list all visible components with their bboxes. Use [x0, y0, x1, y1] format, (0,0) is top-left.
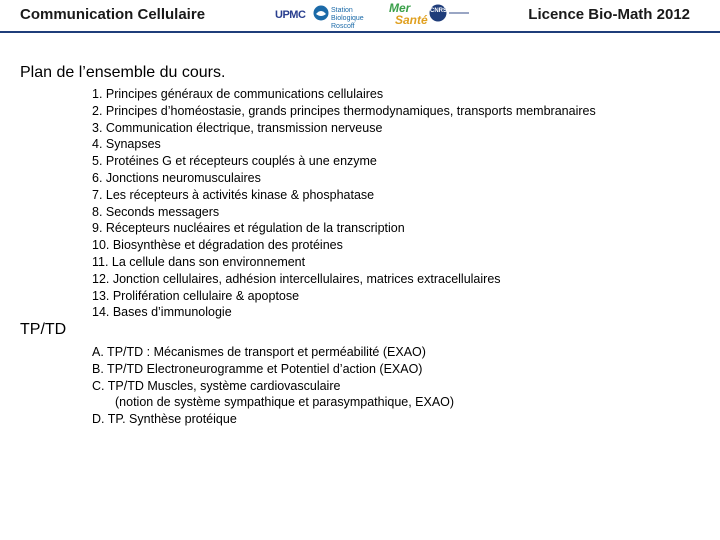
course-item: 1. Principes généraux de communications cellulaires [92, 87, 384, 101]
course-item: 7. Les récepteurs à activités kinase & phosphatase [92, 187, 375, 202]
tp-item: D. TP. Synthèse protéique [92, 412, 237, 427]
course-item: 6. Jonctions neuromusculaires [92, 170, 261, 185]
course-item: 8. Seconds messagers [92, 204, 220, 219]
course-item: 13. Prolifération cellulaire & apoptose [92, 288, 300, 303]
course-item: 3. Communication électrique, transmission nerveuse [92, 120, 383, 135]
mer-logo-text: Mer [389, 1, 411, 15]
course-item: 4. Synapses [92, 137, 161, 152]
tp-td-heading: TP/TD [20, 321, 67, 338]
cnrs-logo [429, 3, 473, 27]
course-item: 14. Bases d’immunologie [92, 305, 232, 320]
station-biologique-logo [313, 3, 369, 30]
mer-sante-logo [387, 1, 428, 29]
tp-item: B. TP/TD Electroneurogramme et Potentiel d’action (EXAO) [92, 361, 423, 376]
station-emblem-icon [313, 5, 329, 21]
upmc-logo [275, 5, 305, 23]
header-left-title: Communication Cellulaire [20, 6, 206, 23]
course-plan-title: Plan de l’ensemble du cours. [20, 64, 226, 81]
course-item: 2. Principes d’homéostasie, grands principes thermodynamiques, transports membranaires [92, 103, 596, 118]
course-item: 10. Biosynthèse et dégradation des protéines [92, 238, 343, 253]
header-divider [0, 31, 720, 33]
course-item: 5. Protéines G et récepteurs couplés à une enzyme [92, 154, 377, 169]
header-right-title: Licence Bio-Math 2012 [528, 6, 690, 23]
cnrs-logo-bar [449, 12, 469, 14]
cnrs-logo-text: CNRS [430, 8, 448, 14]
upmc-logo-text: UPMC [275, 9, 306, 21]
slide-header [0, 0, 720, 32]
course-item: 11. La cellule dans son environnement [92, 254, 306, 269]
tp-item: A. TP/TD : Mécanismes de transport et perméabilité (EXAO) [92, 345, 426, 359]
tp-list [92, 344, 454, 428]
course-list [92, 86, 596, 321]
station-logo-text: Station Biologique Roscoff [331, 7, 364, 30]
course-item: 12. Jonction cellulaires, adhésion intercellulaires, matrices extracellulaires [92, 271, 501, 286]
sante-logo-text: Santé [395, 13, 428, 27]
tp-item-note: (notion de système sympathique et parasympathique, EXAO) [115, 395, 455, 410]
tp-item: C. TP/TD Muscles, système cardiovasculaire [92, 378, 341, 393]
course-item: 9. Récepteurs nucléaires et régulation de la transcription [92, 221, 405, 236]
